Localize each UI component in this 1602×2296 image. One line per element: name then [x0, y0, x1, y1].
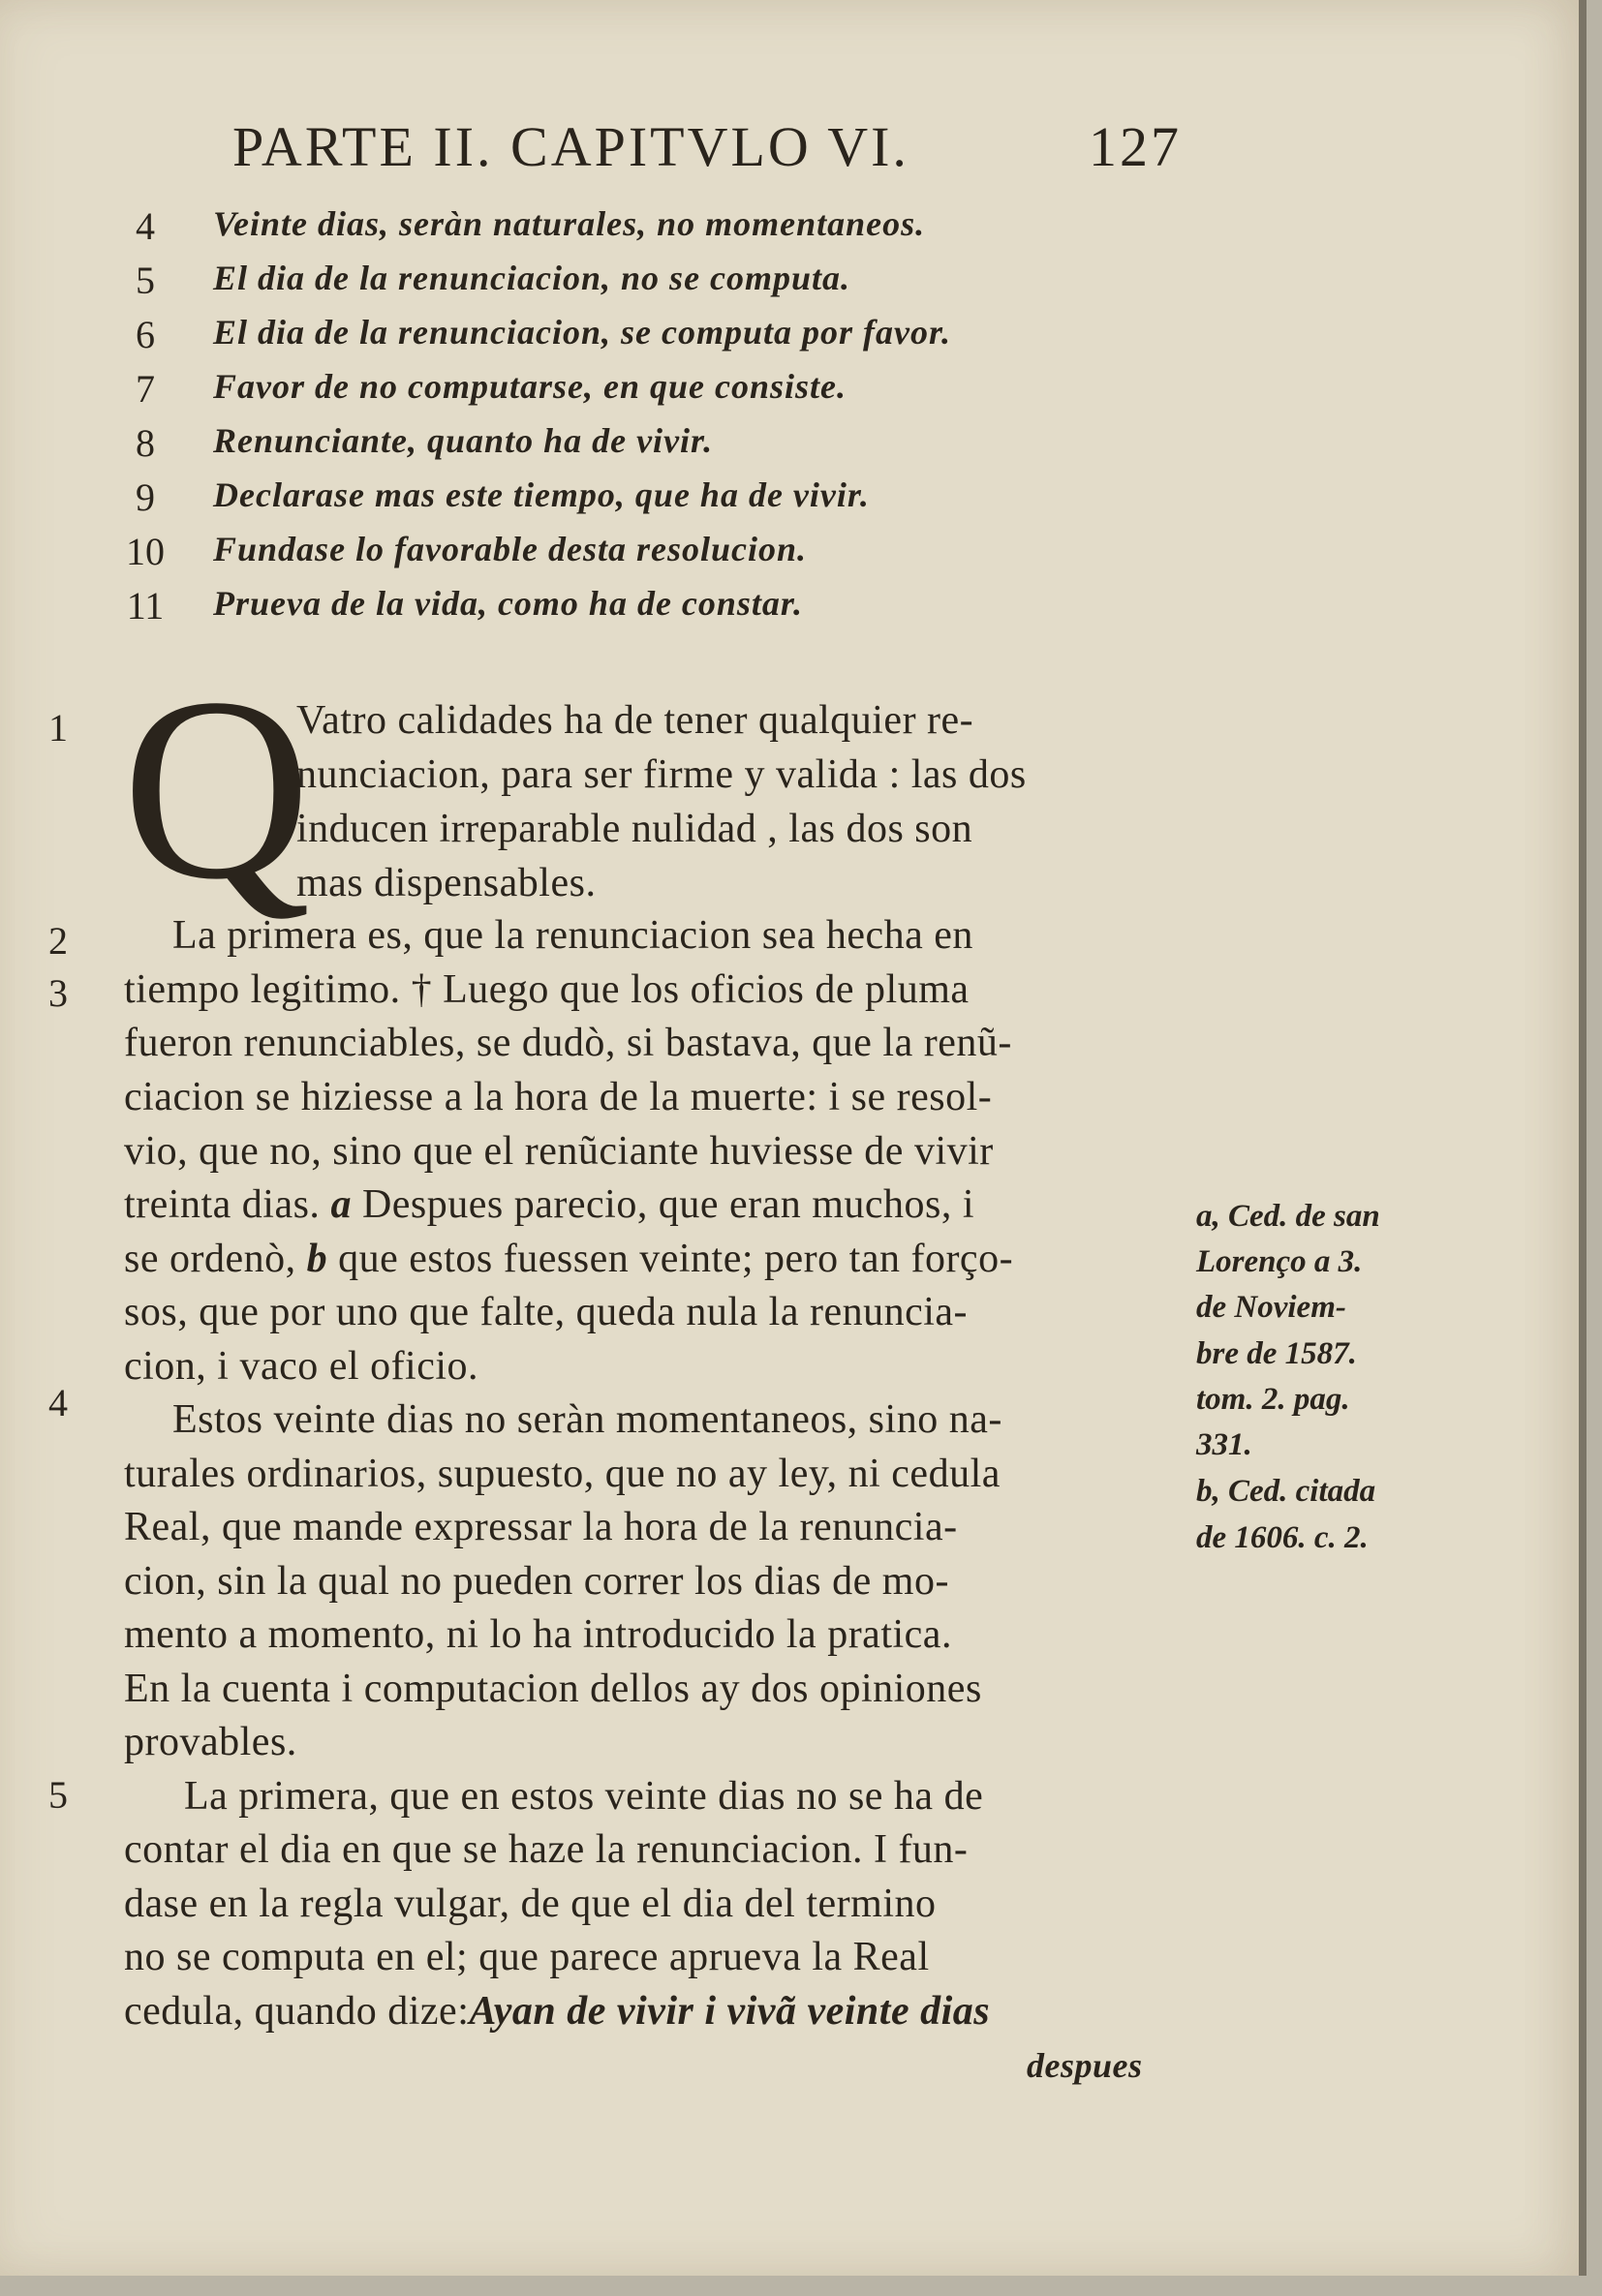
- body-line: provables.: [124, 1720, 297, 1764]
- body-line: fueron renunciables, se dudò, si bastava, que la renũ-: [124, 1021, 1012, 1065]
- body-line: cion, i vaco el oficio.: [124, 1344, 479, 1389]
- body-line: turales ordinarios, supuesto, que no ay ley, ni cedula: [124, 1452, 1001, 1496]
- summary-number: 9: [136, 475, 155, 519]
- body-line: [124, 1181, 974, 1228]
- body-line: vio, que no, sino que el renũciante huviesse de vivir: [124, 1129, 994, 1174]
- note-reference: b: [306, 1237, 328, 1281]
- summary-text: El dia de la renunciacion, se computa por favor.: [213, 313, 952, 352]
- paragraph-number: 4: [48, 1381, 68, 1424]
- paragraph-number: 3: [48, 971, 68, 1015]
- summary-item: [0, 475, 1259, 529]
- running-header: [232, 114, 1182, 182]
- chapter-title: PARTE II. CAPITVLO VI.: [232, 115, 909, 178]
- body-line: La primera es, que la renunciacion sea hecha en: [172, 913, 973, 958]
- summary-number: 7: [136, 367, 155, 411]
- quotation: Ayan de vivir i vivã veinte dias: [469, 1989, 991, 2034]
- summary-item: [0, 366, 1259, 420]
- summary-text: Favor de no computarse, en que consiste.: [213, 367, 847, 406]
- body-text: se ordenò,: [124, 1237, 296, 1281]
- summary-item: [0, 583, 1259, 637]
- side-note-line: bre de 1587.: [1196, 1336, 1357, 1371]
- side-note-line: Lorenço a 3.: [1196, 1244, 1363, 1279]
- summary-number: 5: [136, 259, 155, 302]
- summary-number: 4: [136, 204, 155, 248]
- body-line: contar el dia en que se haze la renunciacion. I fun-: [124, 1827, 969, 1872]
- body-line: En la cuenta i computacion dellos ay dos opiniones: [124, 1667, 982, 1711]
- body-text: Despues parecio, que eran muchos, i: [361, 1182, 975, 1227]
- paragraph-number: 5: [48, 1773, 68, 1817]
- summary-number: 10: [126, 530, 165, 573]
- summary-number: 8: [136, 421, 155, 465]
- side-note-line: b, Ced. citada: [1196, 1474, 1376, 1509]
- summary-item: [0, 529, 1259, 583]
- summary-text: Prueva de la vida, como ha de constar.: [213, 584, 803, 623]
- summary-text: El dia de la renunciacion, no se computa.: [213, 259, 851, 297]
- side-note-line: 331.: [1196, 1427, 1252, 1462]
- summary-item: [0, 203, 1259, 258]
- body-line: inducen irreparable nulidad , las dos son: [296, 807, 973, 851]
- summary-item: [0, 312, 1259, 366]
- paragraph-number: 2: [48, 919, 68, 963]
- body-line: dase en la regla vulgar, de que el dia del termino: [124, 1882, 937, 1926]
- body-text: treinta dias.: [124, 1182, 321, 1227]
- side-note-line: de 1606. c. 2.: [1196, 1520, 1369, 1555]
- body-line: nunciacion, para ser firme y valida : las dos: [296, 752, 1027, 797]
- body-line: mas dispensables.: [296, 861, 597, 905]
- side-note-line: de Noviem-: [1196, 1290, 1346, 1325]
- summary-text: Renunciante, quanto ha de vivir.: [213, 421, 714, 460]
- body-line: cion, sin la qual no pueden correr los dias de mo-: [124, 1559, 949, 1604]
- summary-item: [0, 420, 1259, 475]
- body-text: que estos fuessen veinte; pero tan forço-: [338, 1237, 1014, 1281]
- body-line: [124, 1236, 1013, 1282]
- body-line: ciacion se hiziesse a la hora de la muerte: i se resol-: [124, 1075, 993, 1119]
- body-line: Estos veinte dias no seràn momentaneos, sino na-: [172, 1397, 1002, 1442]
- body-text: cedula, quando dize:: [124, 1989, 470, 2034]
- catchword: despues: [1027, 2046, 1143, 2085]
- note-reference: a: [330, 1182, 352, 1227]
- body-line: La primera, que en estos veinte dias no se ha de: [184, 1774, 984, 1819]
- summary-text: Fundase lo favorable desta resolucion.: [213, 530, 808, 568]
- body-line: no se computa en el; que parece aprueva la Real: [124, 1935, 930, 1979]
- body-line: tiempo legitimo. † Luego que los oficios de pluma: [124, 967, 970, 1012]
- body-line: [124, 1988, 990, 2035]
- side-note-line: a, Ced. de san: [1196, 1199, 1380, 1234]
- summary-number: 6: [136, 313, 155, 356]
- summary-text: Veinte dias, seràn naturales, no momentaneos.: [213, 204, 926, 243]
- summary-text: Declarase mas este tiempo, que ha de vivir.: [213, 475, 870, 514]
- summary-number: 11: [126, 584, 165, 628]
- drop-cap: Q: [122, 644, 311, 934]
- summary-item: [0, 258, 1259, 312]
- page-number: 127: [1089, 115, 1182, 178]
- body-line: Real, que mande expressar la hora de la renuncia-: [124, 1505, 958, 1549]
- body-line: sos, que por uno que falte, queda nula la renuncia-: [124, 1290, 969, 1334]
- body-line: Vatro calidades ha de tener qualquier re-: [296, 698, 974, 743]
- paragraph-number: 1: [48, 706, 68, 750]
- body-line: mento a momento, ni lo ha introducido la pratica.: [124, 1612, 952, 1657]
- side-note-line: tom. 2. pag.: [1196, 1382, 1350, 1417]
